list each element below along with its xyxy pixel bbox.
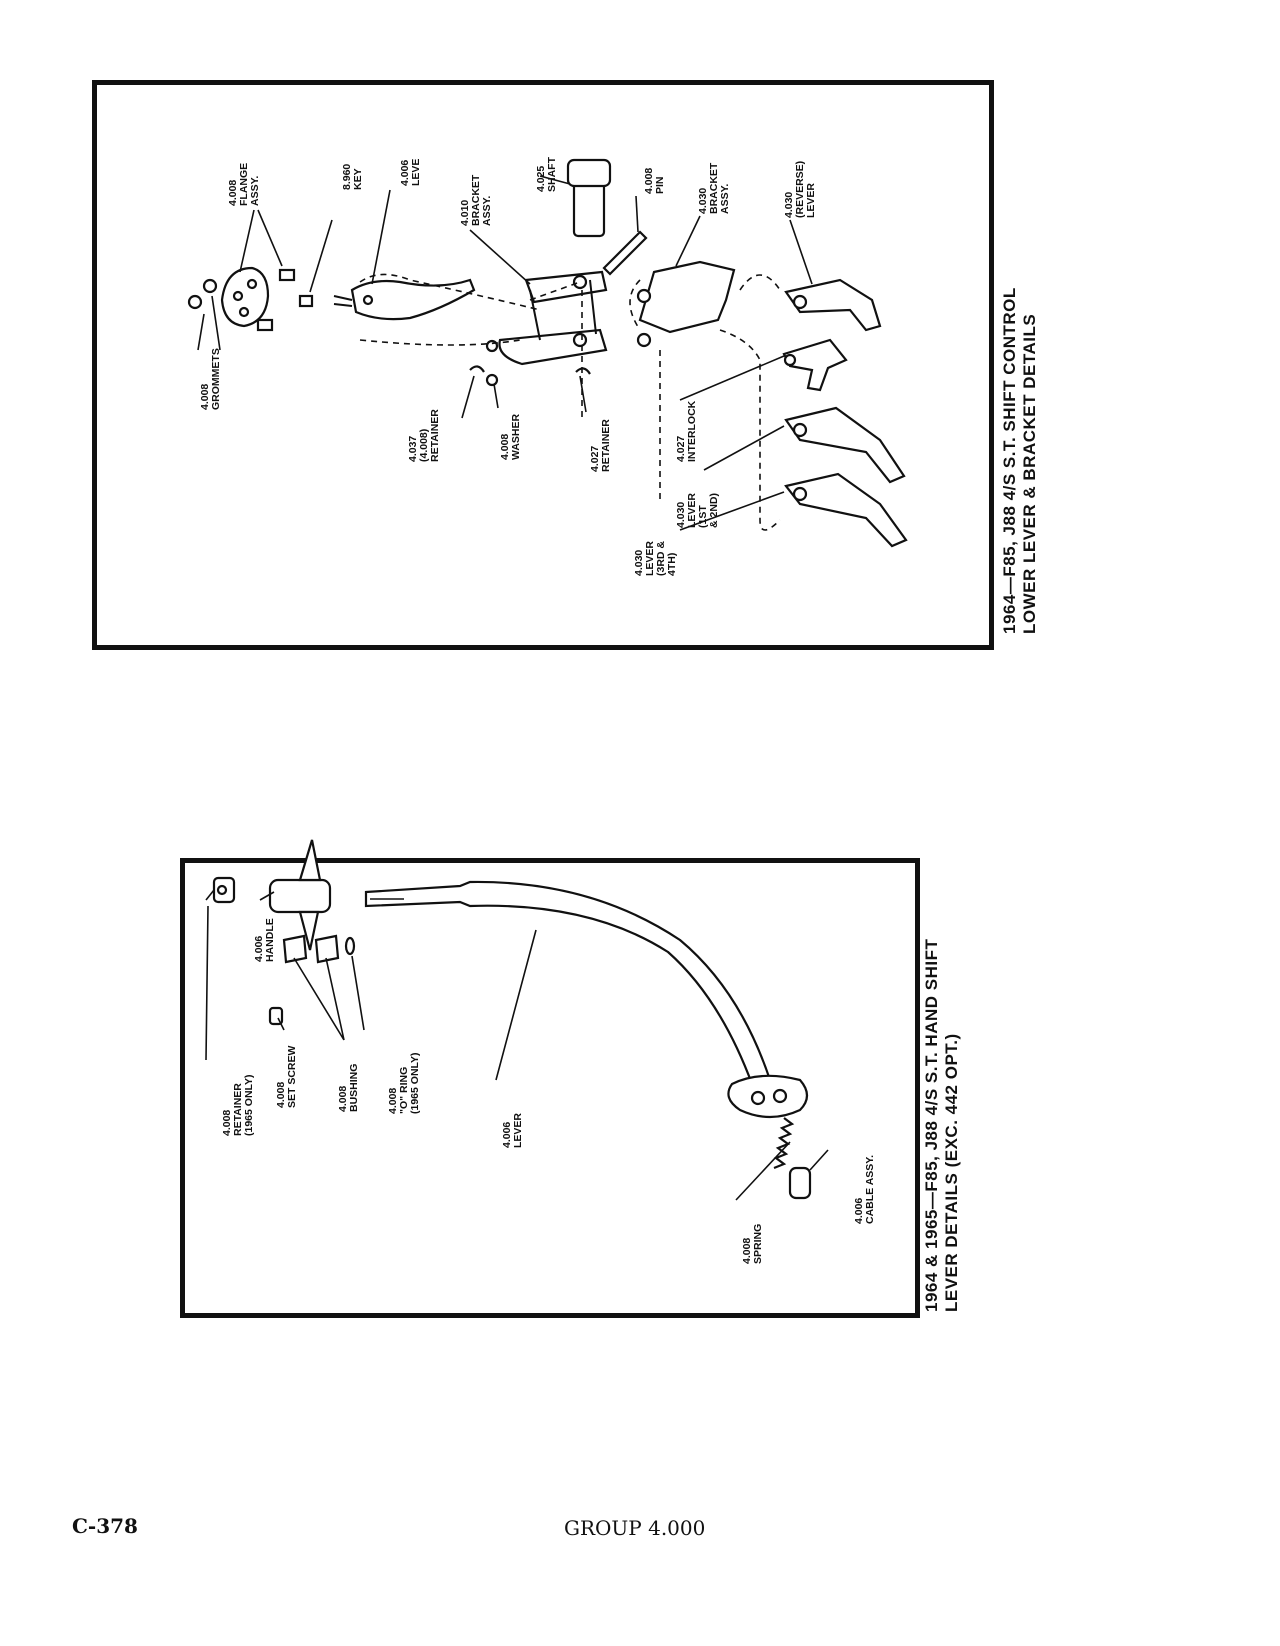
leader-line (212, 296, 220, 350)
leader-line (636, 196, 638, 232)
callout-flange: 4.008 FLANGE ASSY. (227, 162, 261, 206)
leader-line (258, 210, 282, 266)
group-label: GROUP 4.000 (564, 1516, 706, 1540)
retainer-shape (576, 368, 590, 374)
callout-pin: 4.008 PIN (643, 167, 666, 194)
leader-line (294, 958, 344, 1040)
retainer-shape (470, 366, 484, 372)
lever-34-shape (786, 474, 906, 546)
callout-handle: 4.006 HANDLE (253, 918, 276, 962)
callout-lever-3rd-4th: 4.030 LEVER (3RD & 4TH) (633, 540, 678, 576)
leader-line (676, 216, 700, 266)
callout-reverse-lever: 4.030 (REVERSE) LEVER (783, 160, 817, 218)
callout-grommets: 4.008 GROMMETS (199, 348, 222, 410)
lever-12-shape (786, 408, 904, 482)
shaft-shape (574, 180, 604, 236)
grommet-shape (204, 280, 216, 292)
callout-retainer-4027: 4.027 RETAINER (589, 419, 612, 472)
leader-line (496, 930, 536, 1080)
caption-line: 1964 & 1965—F85, J88 4/S S.T. HAND SHIFT (922, 938, 941, 1312)
bushing-shape (316, 936, 338, 962)
leader-line (206, 890, 214, 1060)
callout-retainer: 4.008 RETAINER (1965 ONLY) (221, 1074, 255, 1136)
callout-lever: 4.006 LEVER (501, 1112, 524, 1148)
bushing-shape (284, 936, 306, 962)
leader-line (680, 356, 784, 400)
leader-line (704, 426, 784, 470)
lever-base-shape (728, 1076, 807, 1117)
leader-line (240, 210, 254, 272)
callout-key: 8.960 KEY (341, 163, 364, 190)
leader-line (790, 220, 812, 284)
caption-line: LOWER LEVER & BRACKET DETAILS (1020, 313, 1039, 634)
key-shape (300, 296, 312, 306)
leader-line (470, 230, 530, 284)
leader-line (494, 384, 498, 408)
callout-retainer-4037: 4.037 (4.008) RETAINER (407, 409, 441, 462)
figure-top-caption (1000, 287, 1040, 634)
cable-end-shape (790, 1168, 810, 1198)
flange-shape (222, 268, 268, 326)
washer-shape (487, 375, 497, 385)
bracket-430-shape (640, 262, 734, 332)
callout-bracket-410: 4.010 BRACKET ASSY. (459, 174, 493, 226)
callout-spring: 4.008 SPRING (741, 1223, 764, 1264)
leader-line (310, 220, 332, 292)
leader-line (462, 376, 474, 418)
callout-leve: 4.006 LEVE (399, 158, 422, 186)
leader-line (580, 376, 586, 412)
callout-lever-1st-2nd: 4.030 LEVER (1ST & 2ND) (675, 492, 720, 528)
callout-shaft: 4.025 SHAFT (535, 157, 558, 192)
callout-cable-assy: 4.006 CABLE ASSY. (853, 1154, 876, 1224)
caption-line: 1964—F85, J88 4/S S.T. SHIFT CONTROL (1000, 287, 1019, 634)
callout-washer: 4.008 WASHER (499, 413, 522, 460)
pin-shape (604, 232, 646, 274)
callout-bushing: 4.008 BUSHING (337, 1063, 360, 1112)
leader-line (198, 314, 204, 350)
leader-line (736, 1142, 790, 1200)
bracket-410-shape (499, 330, 606, 364)
figure-bottom-caption (922, 939, 962, 1312)
leader-line (352, 956, 364, 1030)
o-ring-shape (346, 938, 354, 954)
callout-bracket-430: 4.030 BRACKET ASSY. (697, 162, 731, 214)
callout-interlock: 4.027 INTERLOCK (675, 400, 698, 462)
caption-line: LEVER DETAILS (EXC. 442 OPT.) (942, 1033, 961, 1312)
grommet-shape (189, 296, 201, 308)
handle-shape (270, 880, 330, 912)
leader-line (372, 190, 390, 284)
callout-set-screw: 4.008 SET SCREW (275, 1045, 298, 1108)
callout-o-ring: 4.008 "O" RING (1965 ONLY) (387, 1052, 421, 1114)
leader-line (810, 1150, 828, 1170)
page-number: C-378 (72, 1514, 138, 1538)
